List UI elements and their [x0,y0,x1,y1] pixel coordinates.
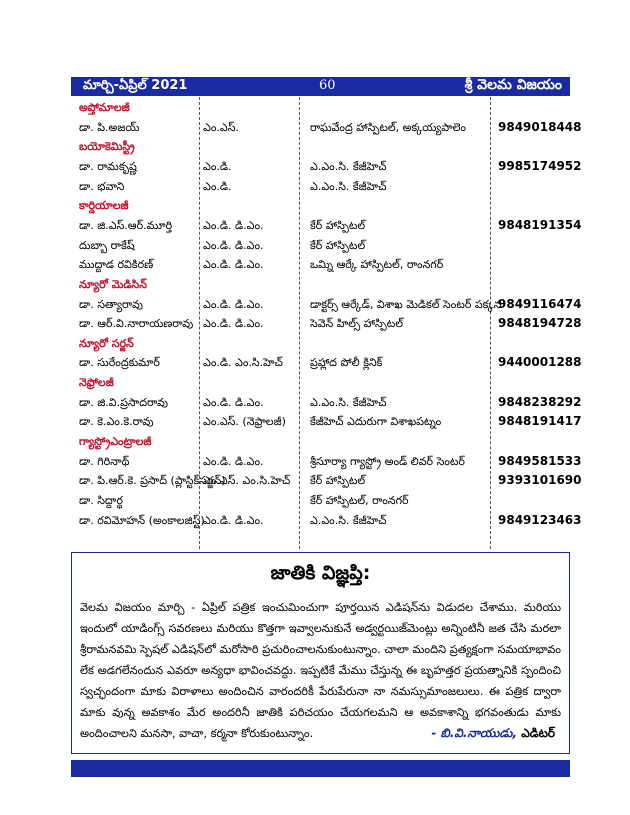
section-title: అప్తోమాలజీ [79,101,130,114]
doctor-hospital: కేర్ హాస్పిటల్ [310,218,366,232]
doctor-qualification: ఎం.డి. డి.ఎం. [203,454,264,468]
doctor-qualification: ఎం.డి. డి.ఎం. [203,513,264,527]
doctor-row [71,156,582,177]
doctor-row [71,470,582,491]
doctor-name: డా. కె.ఎం.కె.రావు [79,415,154,429]
doctor-hospital: కేర్ హాస్పిటల్ [310,474,366,488]
notice-box [71,552,570,754]
doctor-row [71,254,570,275]
doctor-phone: 9848194728 [498,316,582,331]
doctor-qualification: ఎం.ఎస్. (నెఫ్రాలజీ) [203,415,286,429]
doctor-hospital: కేర్ హాస్పిటల్ [310,238,366,252]
signature-name: - బి.వి.నాయుడు, [431,726,518,740]
issue-date: మార్చి-ఏప్రిల్ 2021 [83,78,188,93]
doctor-name: డా. జి.ఎస్.ఆర్.మూర్తి [79,218,173,232]
doctor-directory-table [71,97,582,549]
doctor-phone: 9985174952 [498,158,582,173]
doctor-phone: 9440001288 [498,355,582,370]
doctor-hospital: కేజీహెచ్ ఎదురుగా విశాఖపట్నం [310,415,442,429]
doctor-name: ముద్దాడ రవికిరణ్ [79,258,154,272]
doctor-hospital: ఒమ్ని ఆర్కే హాస్పిటల్, రాంనగర్ [310,258,444,272]
doctor-row [71,411,582,432]
doctor-name: డా. ఆర్.వి.నారాయణరావు [79,317,194,331]
page-number: 60 [319,78,336,93]
doctor-row [71,235,570,256]
doctor-qualification: ఎం.డి. ఎం.సి.హెచ్ [203,356,283,370]
signature-role: ఎడిటర్ [517,726,555,740]
section-title: న్యూరో సర్జన్ [79,336,134,350]
doctor-qualification: ఎం.డి. డి.ఎం. [203,238,264,252]
doctor-row [71,392,582,413]
doctor-qualification: ఎం.డి. డి.ఎం. [203,218,264,232]
doctor-hospital: ప్రహ్లాద పోలీ క్లినిక్ [310,356,383,370]
doctor-name: డా. పి.ఆర్.కె. ప్రసాద్ (ప్లాస్టిక్‌సర్జన్) [79,474,226,488]
section-title: బయోకెమిస్ట్రీ [79,140,135,154]
section-title: కార్డియాలజీ [79,199,129,213]
doctor-name: డా. గిరినాథ్ [79,454,130,468]
doctor-name: దుబ్బా రాకేష్ [79,238,135,252]
doctor-row [71,176,570,197]
doctor-name: డా. సిద్దార్థ [79,494,123,507]
section-title: న్యూరో మెడిసిన్ [79,277,147,291]
doctor-hospital: సెవెన్ హిల్స్ హాస్పిటల్ [310,317,404,331]
notice-body: వెలమ విజయం మార్చి - ఏప్రిల్ పత్రిక ఇంచుమించుగా పూర్తయిన ఎడిషన్‌ను విడుదల చేశాము. మరియు ఇందులో యాడింగ్స్ సవరణలు మరియు కొత్తగా ఇవ్వాలనుకునే అడ్వర్టయిజ్‌మెంట్లు అన్నింటినీ జత చేసి మరలా శ్రీరామనవమి స్పెషల్ ఎడిషన్‌లో మరోసారి ప్రచురించాలనుకుంటున్నాం. చాలా మందిని ప్రత్యక్షంగా సమయాభావం లేక అడగలేనందున ఎవరూ అన్యధా భావించవద్దు. ఇప్పటికే మేము చేస్తున్న ఈ బృహత్తర ప్రయత్నానికి స్పందించి స్వచ్ఛందంగా మాకు విరాళాలు అందించిన వారందరికీ పేరుపేరునా నా నమస్సుమాంజలులు. ఈ పత్రిక ద్వారా మాకు వున్న అవకాశం మేర అందరినీ జాతికి పరిచయం చేయగలమని ఆ అవకాశాన్ని భగవంతుడు మాకు అందించాలని మనసా, వాచా, కర్మనా కోరుకుంటున్నాం. [80,601,561,740]
doctor-qualification: ఎం.డి. డి.ఎం. [203,297,264,311]
section-header [71,136,570,157]
doctor-phone: 9848191354 [498,217,582,232]
doctor-row [71,294,582,315]
doctor-row [71,451,582,472]
doctor-hospital: ఎ.ఎం.సి. కేజీహెచ్ [310,179,387,193]
doctor-row [71,490,570,511]
doctor-hospital: ఎ.ఎం.సి. కేజీహెచ్ [310,395,387,409]
doctor-name: డా. రవిమోహన్ (అంకాలజిస్ట్) [79,513,205,527]
doctor-row [71,510,582,531]
section-header [71,431,570,452]
doctor-phone: 9849581533 [498,453,582,468]
doctor-hospital: ఎ.ఎం.సి. కేజీహెచ్ [310,159,387,173]
doctor-phone: 9849116474 [498,296,582,311]
section-header [71,274,570,295]
doctor-phone: 9848238292 [498,394,582,409]
doctor-hospital: ఎ.ఎం.సి. కేజీహెచ్ [310,513,387,527]
doctor-qualification: ఎం.ఎస్. ఎం.సి.హెచ్ [203,474,291,488]
doctor-name: డా. జి.వి.ప్రసాదరావు [79,395,168,409]
doctor-name: డా. సత్యారావు [79,297,143,311]
doctor-phone: 9393101690 [498,473,582,488]
doctor-qualification: ఎం.డి. [203,179,232,193]
page-header [71,77,570,96]
section-header [71,195,570,216]
notice-signature [431,726,555,743]
doctor-hospital: డాక్టర్స్ ఆర్కేడ్, విశాఖ మెడికల్ సెంటర్ పక్కన [310,297,502,311]
doctor-phone: 9849123463 [498,512,582,527]
magazine-title: శ్రీ వెలమ విజయం [464,77,562,93]
doctor-name: డా. రామకృష్ణ [79,159,137,173]
notice-title: జాతికి విజ్ఞప్తి: [270,562,371,584]
doctor-qualification: ఎం.ఎస్. [203,120,239,134]
doctor-row [71,117,582,138]
doctor-phone: 9848191417 [498,414,582,429]
doctor-hospital: శ్రీసూర్యా గ్యాస్ట్రో అండ్ లివర్ సెంటర్ [310,454,465,468]
doctor-name: డా. భవాని [79,179,125,193]
doctor-qualification: ఎం.డి. [203,159,232,173]
section-title: నెఫ్రోలజీ [79,376,114,390]
doctor-hospital: కేర్ హాస్పిటల్, రాంనగర్ [310,494,409,507]
doctor-name: డా. సురేంద్రకుమార్ [79,356,160,370]
doctor-row [71,215,582,236]
doctor-row [71,313,582,334]
page-footer-bar [71,760,570,777]
section-title: గ్యాస్ట్రోఎంట్రాలజీ [79,435,152,449]
doctor-qualification: ఎం.డి. డి.ఎం. [203,395,264,409]
doctor-phone: 9849018448 [498,119,582,134]
doctor-row [71,352,582,373]
doctor-hospital: రాఘవేంద్ర హాస్పిటల్, అక్కయ్యపాలెం [310,120,466,134]
doctor-name: డా. పి.అజయ్ [79,120,140,134]
doctor-qualification: ఎం.డి. డి.ఎం. [203,317,264,331]
section-header [71,333,570,354]
section-header [71,97,570,118]
doctor-qualification: ఎం.డి. డి.ఎం. [203,258,264,272]
section-header [71,372,570,393]
